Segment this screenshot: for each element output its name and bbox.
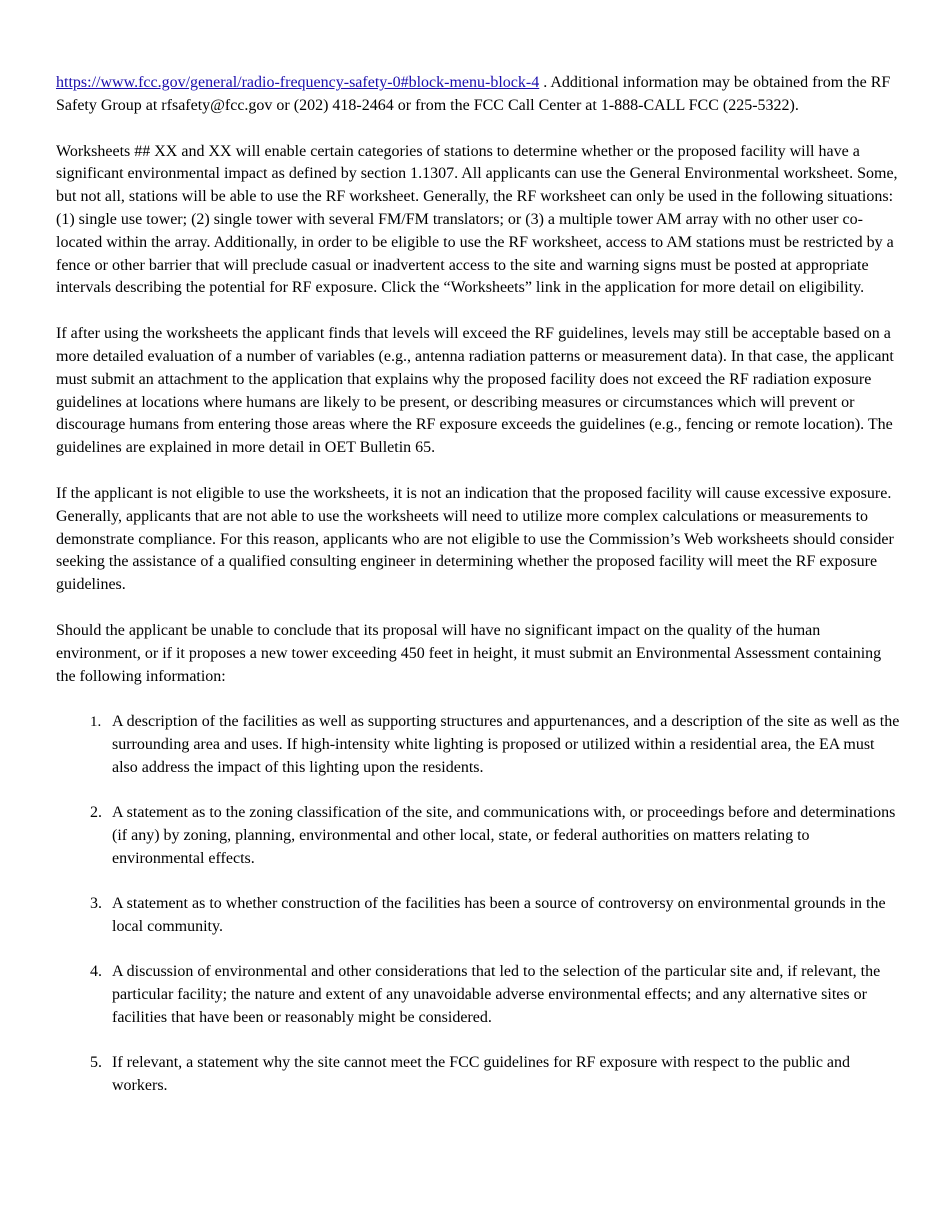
list-item (56, 961, 904, 1029)
list-item (56, 893, 904, 939)
list-item-number: 4. (90, 963, 102, 981)
list-item-number: 2. (90, 804, 102, 822)
worksheets-paragraph: Worksheets ## XX and XX will enable certain categories of stations to determine whether or the proposed facility will have a significant environmental impact as defined by section 1.1307. All applicants can use the General Environmental worksheet. Some, but not all, stations will be able to use the RF worksheet. Generally, the RF worksheet can only be used in the following situations: (1) single use tower; (2) single tower with several FM/FM translators; or (3) a multiple tower AM array with no other user co-located within the array. Additionally, in order to be eligible to use the RF worksheet, access to AM stations must be restricted by a fence or other barrier that will preclude casual or inadvertent access to the site and warning signs must be posted at appropriate intervals describing the potential for RF exposure. Click the “Worksheets” link in the application for more detail on eligibility. (56, 142, 898, 297)
list-item-number: 5. (90, 1054, 102, 1072)
list-item-text: A statement as to the zoning classification of the site, and communications with, or proceedings before and determinations (if any) by zoning, planning, environmental and other local, state, or federal authorities on matters relating to environmental effects. (112, 804, 896, 867)
rf-safety-link[interactable]: https://www.fcc.gov/general/radio-frequency-safety-0#block-menu-block-4 (56, 74, 540, 91)
list-item (56, 711, 904, 779)
list-item-text: If relevant, a statement why the site cannot meet the FCC guidelines for RF exposure with respect to the public and workers. (112, 1054, 851, 1095)
list-item-number: 1. (90, 714, 102, 731)
list-item-number: 3. (90, 895, 102, 913)
list-item (56, 1052, 904, 1098)
not-eligible-paragraph: If the applicant is not eligible to use the worksheets, it is not an indication that the proposed facility will cause excessive exposure. Generally, applicants that are not able to use the worksheets will need to utilize more complex calculations or measurements to demonstrate compliance. For this reason, applicants who are not eligible to use the Commission’s Web worksheets should consider seeking the assistance of a qualified consulting engineer in determining whether the proposed facility will meet the RF exposure guidelines. (56, 484, 894, 594)
environmental-assessment-paragraph: Should the applicant be unable to conclude that its proposal will have no significant impact on the quality of the human environment, or if it proposes a new tower exceeding 450 feet in height, it must submit an Environmental Assessment containing the following information: (56, 621, 882, 685)
list-item-text: A discussion of environmental and other considerations that led to the selection of the particular site and, if relevant, the particular facility; the nature and extent of any unavoidable adverse environmental effects; and any alternative sites or facilities that have been or reasonably might be considered. (112, 963, 881, 1027)
ea-requirements-list (56, 711, 904, 1098)
document-page (56, 72, 904, 1121)
exceed-guidelines-paragraph: If after using the worksheets the applicant finds that levels will exceed the RF guidelines, levels may still be acceptable based on a more detailed evaluation of a number of variables (e.g., antenna radiation patterns or measurement data). In that case, the applicant must submit an attachment to the application that explains why the proposed facility does not exceed the RF radiation exposure guidelines at locations where humans are likely to be present, or describing measures or circumstances which will prevent or discourage humans from entering those areas where the RF exposure exceeds the guidelines (e.g., fencing or remote location). The guidelines are explained in more detail in OET Bulletin 65. (56, 325, 894, 457)
list-item-text: A statement as to whether construction of the facilities has been a source of controversy on environmental grounds in the local community. (112, 895, 886, 936)
list-item-text: A description of the facilities as well as supporting structures and appurtenances, and a description of the site as well as the surrounding area and uses. If high-intensity white lighting is proposed or utilized within a residential area, the EA must also address the impact of this lighting upon the residents. (112, 713, 900, 776)
intro-paragraph-text: . Additional information may be obtained from the RF Safety Group at rfsafety@fcc.gov or (202) 418-2464 or from the FCC Call Center at 1-888-CALL FCC (225-5322). (56, 74, 891, 114)
list-item (56, 802, 904, 870)
intro-paragraph (56, 72, 904, 118)
